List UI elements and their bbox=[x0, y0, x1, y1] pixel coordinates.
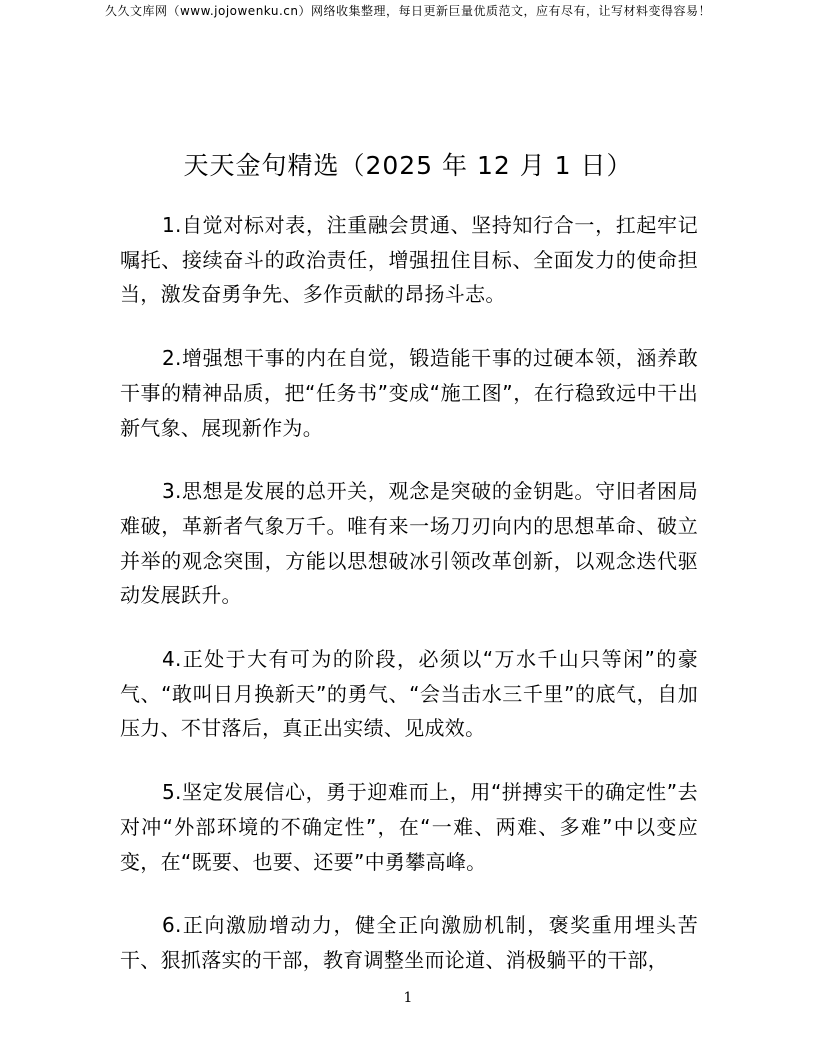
paragraph-2: 2.增强想干事的内在自觉，锻造能干事的过硬本领，涵养敢干事的精神品质，把“任务书”变成“施工图”，在行稳致远中干出新气象、展现新作为。 bbox=[120, 346, 698, 440]
paragraph-1: 1.自觉对标对表，注重融会贯通、坚持知行合一，扛起牢记嘱托、接续奋斗的政治责任，增强扭住目标、全面发力的使命担当，激发奋勇争先、多作贡献的昂扬斗志。 bbox=[120, 213, 698, 307]
page-number: 1 bbox=[403, 990, 413, 1006]
paragraph-4: 4.正处于大有可为的阶段，必须以“万水千山只等闲”的豪气、“敢叫日月换新天”的勇气、“会当击水三千里”的底气，自加压力、不甘落后，真正出实绩、见成效。 bbox=[120, 647, 698, 741]
document-title: 天天金句精选（2025 年 12 月 1 日） bbox=[183, 151, 633, 180]
paragraph-3: 3.思想是发展的总开关，观念是突破的金钥匙。守旧者困局难破，革新者气象万千。唯有来一场刀刃向内的思想革命、破立并举的观念突围，方能以思想破冰引领改革创新，以观念迭代驱动发展跃升。 bbox=[120, 479, 698, 608]
paragraph-5: 5.坚定发展信心，勇于迎难而上，用“拼搏实干的确定性”去对冲“外部环境的不确定性”，在“一难、两难、多难”中以变应变，在“既要、也要、还要”中勇攀高峰。 bbox=[120, 780, 698, 874]
website-banner: 久久文库网（www.jojowenku.cn）网络收集整理，每日更新巨量优质范文，应有尽有，让写材料变得容易！ bbox=[104, 4, 712, 18]
document-body bbox=[120, 208, 698, 1007]
paragraph-6: 6.正向激励增动力，健全正向激励机制，褒奖重用埋头苦干、狠抓落实的干部，教育调整坐而论道、消极躺平的干部， bbox=[120, 913, 698, 972]
